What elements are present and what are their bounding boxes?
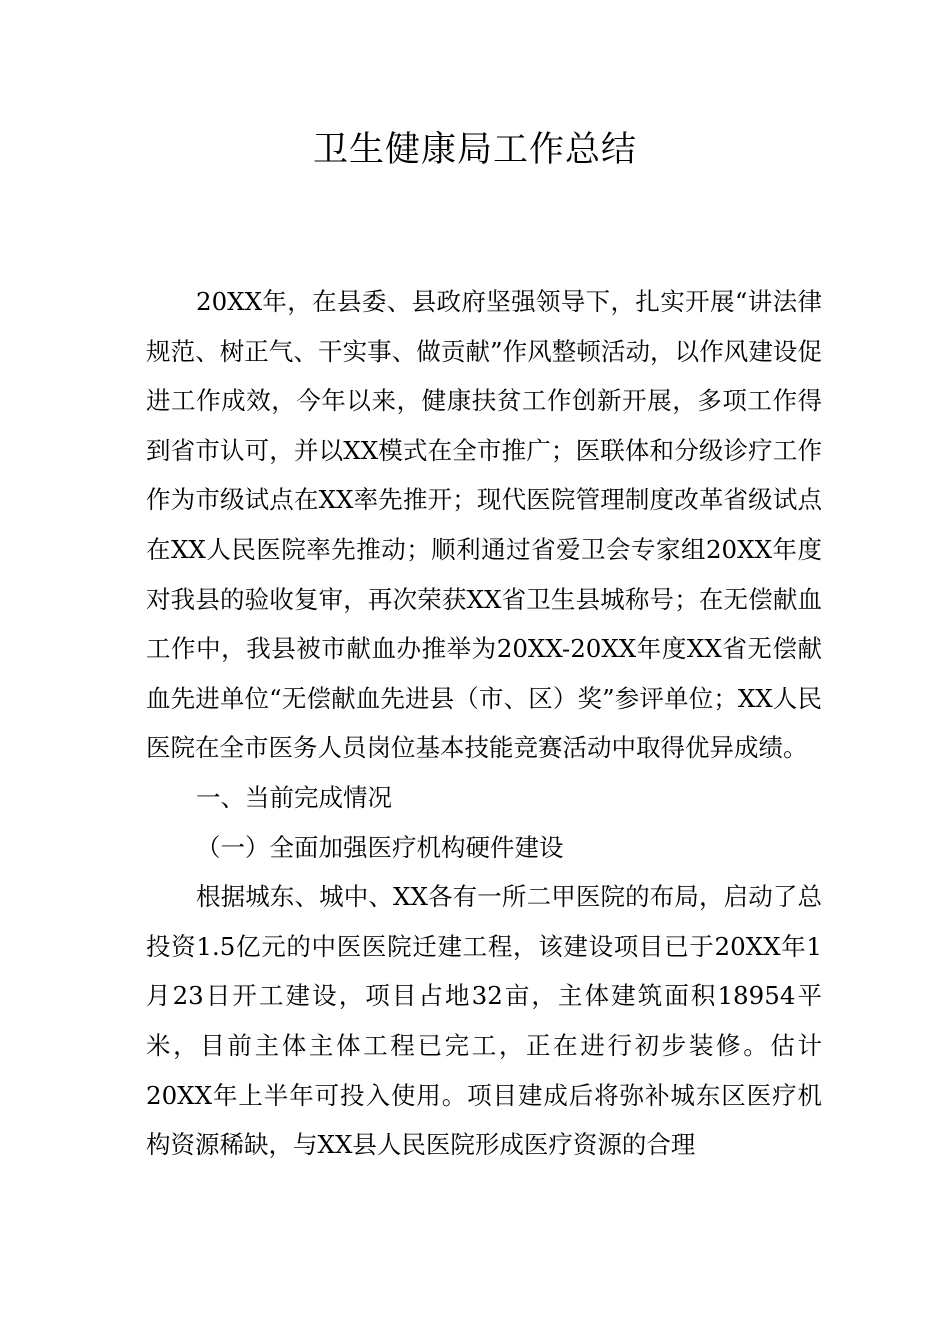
section-heading: 一、当前完成情况 [196, 782, 392, 812]
intro-paragraph: 20XX年，在县委、县政府坚强领导下，扎实开展“讲法律规范、树正气、干实事、做贡献”作风整顿活动，以作风建设促进工作成效，今年以来，健康扶贫工作创新开展，多项工作得到省市认可，并以XX模式在全市推广；医联体和分级诊疗工作作为市级试点在XX率先推开；现代医院管理制度改革省级试点在XX人民医院率先推动；顺利通过省爱卫会专家组20XX年度对我县的验收复审，再次荣获XX省卫生县城称号；在无偿献血工作中，我县被市献血办推举为20XX-20XX年度XX省无偿献血先进单位“无偿献血先进县（市、区）奖”参评单位；XX人民医院在全市医务人员岗位基本技能竞赛活动中取得优异成绩。 [146, 287, 822, 763]
subsection-heading: （一）全面加强医疗机构硬件建设 [196, 832, 564, 862]
body-paragraph: 根据城东、城中、XX各有一所二甲医院的布局，启动了总投资1.5亿元的中医医院迁建工程，该建设项目已于20XX年1月23日开工建设，项目占地32亩，主体建筑面积18954平米，目前主体主体工程已完工，正在进行初步装修。估计20XX年上半年可投入使用。项目建成后将弥补城东区医疗机构资源稀缺，与XX县人民医院形成医疗资源的合理 [146, 882, 822, 1160]
document-title: 卫生健康局工作总结 [312, 130, 637, 170]
document-body [146, 277, 822, 1170]
